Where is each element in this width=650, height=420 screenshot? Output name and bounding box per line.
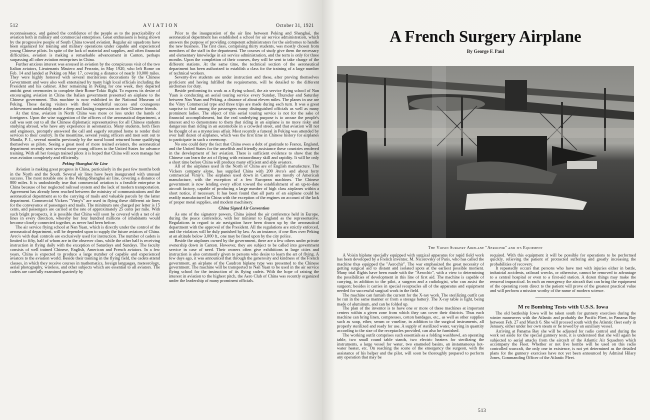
left-column-1 [10,31,160,274]
paragraph: Arriving at Panama Bay she will be adjusted for radio control and during the work set aside for the special gunnery tests, it is understood that she will again be subjected to aerial attacks from the aircraft of the Atlantic Air Squadron which accompany the Fleet. Whether or not live bombs will be used on this radio controlled warcraft, the only one in existence, is not yet determined as the detailed plans for the gunnery exercises have not yet been announced by Admiral Hilary Jones, Commanding Officer of the Atlantic Fleet. [490,328,636,360]
paragraph: As one of the signatory powers, China joined the air conference held in Europe, during the peace conference, with her minister to England as the representative. Regulations in regard to air navigation have been drawn up by the aeronautical department with the approval of the President. All the regulations are strictly enforced, and the violators will be duly punished by law. As an instance, if one flies over Peking at an altitude below 3,000 ft., one may be fined upon by the city police. [169,211,319,239]
paragraph: The working outfit comprises such essentials as a folding washbowl, an operating table, two small round table stands, two electric heaters for sterilizing the instruments, a large vessel for water, two enameled basins, an instantaneous hot-water heater, etc. On reaching the scene of the emergency the surgeon, with the assistance of his helper and the pilot, will soon be thoroughly prepared to perform any operation that may be [337,332,484,360]
issue-date: October 31, 1921 [275,24,314,29]
running-head: AVIATION [142,24,180,29]
paragraph: Prior to the inauguration of the air line between Peking and Shanghai, the aeronautical department has established a school for air service administration, which answers the purpose of providing competent administrators for the airdromes to handle the new business. The first class, comprising thirty students, was mostly chosen from members of the staff in the department. The courses of study give them the necessary and elementary knowledge in air service administration, and the term is only for three months. Upon the completion of their courses, they will be sent to take charge of the different stations. At the same time, the technical section of the aeronautical department has been authorized to establish a class for the training of a large number of technical workers. [169,30,319,76]
paragraph: The air service flying school at Nan Yuan, which is directly under the control of the aeronautical department, will be depended upon to supply the future aviators of China. Avro's with dual controls are exclusively used for instruction. The number of cadets is limited to fifty, half of whom are in the observer class, while the other half is receiving instruction in flying daily with the exception of Saturdays and Sundays. The faculty consists of well trained Chinese, English, American and French aviators. In a few years, China is expected to produce a large number of capable and experienced aviators to the aviation world. Beside their training in the flying field, the cadets attend classes, in which they receive courses in mathematics, foreign languages, meteorology, aerial photography, wireless, and other subjects which are essential to all aviators. The cadets are carefully examined quarterly by [10,224,160,275]
paragraph: Seventy-five students are under instruction and these, after proving themselves proficient and having fulfilled the requirements, will be detailed to the different airdromes for duty. [169,75,319,89]
paragraph: Beside performing its work as a flying school, the air service flying school of Nan Yuan is conducting an aerial touring service every Sunday, Thursday and Saturday between Nan Yuan and Peking, a distance of about eleven miles. The planes in use are the Vimy Commercial type and three trips are made during each turn. It was a great surprise to find among the passengers many distinguished officials as well as many prominent ladies. The object of this aerial touring service is not for the sake of financial accomplishment, but the real underlying purpose is to arouse the people's interest and to demonstrate to them that riding in an airplane is no more risky and dangerous than riding in an automobile in a crowded street, and that aviation will not be thought of as a mysterious affair. Most recently a funeral in Peking was attended by over half dozen of airplanes, which was the first time in Chinese history for airplanes to participate in such a ceremony. [169,88,319,143]
surgery-airplane-image [337,66,634,238]
paragraph: Further anxious interest was aroused in aviation by the conspicuous visit of the two Italian aviators, Lieutenants Masiero and Ferrarin, in May 1920, who left Rome on Feb. 14 and landed at Peking on May 17, covering a distance of nearly 10,000 miles. They were highly honored with several meritorious decorations by the Chinese Government and were also well entertained by many high local officials including the President and his cabinet. After remaining in Peking for one week, they departed amidst great ceremonies to complete their Rome-Tokio flight. To express its desire of encouraging aviation in China the Italian government presented an airplane to the Chinese government. This machine is now exhibited in the National Museum of Peking. These daring visitors with their wonderful success and courageous achievement undeniably made a deep and lasting impression on their Chinese friends. [10,61,160,111]
paragraph: The plan of the inventor is to have one or more of these machines at important centers within a given zone from which they can cover their districts. Thus each machine can bring linen, compresses, cotton bandages, etc., as well as other supplies such as soap, ether, serum or vaseline, in addition to the surgical instruments, all properly sterilized and ready for use. A supply of sterilized water, varying in quantity according to the size of the receptacles provided, can also be furnished. [337,306,484,333]
right-column-1 [337,253,484,360]
article-title: A French Surgery Airplane [389,27,582,46]
section-heading: M re Bombing Tests with U.S.S. Iowa [517,303,609,311]
paragraph: reconnaissance, and gained the confidence of the people as to the practicability of aviation both in military and commercial enterprises. Great enthusiasm is being shown by the progressive people of South China toward aviation. Regular air squadrons have been organized for training and military operations under capable and experienced young Chinese pilots. In spite of the lack of material and supplies, and often financial difficulties, aviation is making a remarkable advancement in Canton, perhaps surpassing all other aviation enterprises in China. [10,30,160,63]
section-subhead: China Signed Air Convention [218,205,270,211]
paragraph: At that time, aviation in North China was more or less under the hands of foreigners. Upon the wise suggestion of the officers of the aeronautical department, a call was sent out to all the Chinese diplomatic representatives for all Chinese students studying abroad, who have any experience in aeronautics. Many students, both fliers and engineers, promptly answered the call and eagerly returned home to render their services to their country. In the meantime, several young officers and men sent out to Manila, P. I., several months previously by the naval board returned home qualifying themselves as pilots. Seeing a great need of more trained aviators, the aeronautical department recently sent several more young officers to the United States for advance training. With all her foreign trained pilots it is hoped that China will soon manage her own aviation completely and efficiently. [10,110,160,160]
page-number-left: 512 [10,24,19,29]
paragraph: It repeatedly occurs that persons who have met with injuries either in battle, industrial accidents, railroad wrecks, or otherwise, cannot be removed to advantage to a central hospital or even to a first-aid station. A dozen things may make the removal impractical. In each an emergency the aircraft that can bring the equipment of the operating room direct to the patient will prove of the greatest practical value and will perform a mission worthy of the name of modern science. [490,266,636,293]
paragraph: Beside the airplanes owned by the government, there are a few others under private ownership down in Canton. However, they are subject to be called into government service in case of need. Their owners often give exhibitions in large cities and instruction is also commonly given to persons who desire to learn the art of flying. A few days ago, it was announced that through the generosity and kindness of the French government, an airplane of the Caudron biplane type was presented to the Chinese government. The machine will be transported to Nan Yuan to be used in the air service flying school for the instruction of its flying cadets. With the hope of raising the interest in aviation to the highest pitch, the Aero Club of China was recently organized under the leadership of many prominent officials. [169,238,319,283]
paragraph: The old battleship Iowa will be taken south for gunnery exercises during the winter maneuvers with the Atlantic and probably the Pacific Fleet, in Panama Bay between Feb. 27 and March 6. She will proceed south with the Atlantic fleet early in January, either under her own steam or be towed by an auxiliary vessel. [490,310,636,329]
page-number-right: 513 [478,409,487,414]
left-page [0,0,322,420]
section-subhead: Peking-Shanghai Air Line [62,161,108,166]
paragraph: All of the airplanes used in the North of China are of English manufacture. The Vickers company alone, has supplied China with 200 Avro's and about forty commercial Vimy's. The airplanes used down in Canton are mostly of American manufacture, with the exception of a few European machines. The Chinese government is now lending every effort toward the establishment of an up-to-date aircraft factory, capable of producing a large number of high class airplanes within a short notice, if necessary. It has been found that all parts of an airplane could be readily manufactured in China with the exception of the engines on account of the lack of proper metal supplies, and modern machinery. [169,164,319,205]
paragraph: Aviation is making great progress in China, particularly in the past few months both in the North and the South. Several air lines have been inaugurated with unusual success. The most notable one is the Peking-Shanghai air line, covering a distance of 800 miles. It is undoubtedly true that commercial aviation is a feasible enterprise in China because of her neglected railroad system and the lack of modern transportation. Agreement has already been reached between the ministry of communications and the aeronautical department as to the carrying of mails and valuable parcels by the latter department. Commercial Vickers "Vimy's" are used in flying these different air lines for the conveyance of passengers and mails. The minimum rate charged per letter is 15 cents, and passengers are carried at the rate of approximately 25 cents per mile. With such bright prospects, it is possible that China will soon be covered with a net of air lines in every direction, whereby her four hundred millions of inhabitants would become closely connected together, as never had been before. [10,167,160,226]
byline: By George F. Paul [466,50,505,55]
left-column-2 [169,31,319,283]
right-column-2 [490,253,636,360]
paragraph: required. With this equipment it will be possible for operations to be performed quickly, relieving the patient of protracted suffering and greatly increasing the probabilities of recovery. [490,252,636,267]
paragraph: The machine can furnish the current for the X-ray work. The sterilizing outfit can be run in the same manner or from a storage battery. The X-ray table is light, being made of aluminum, and can be folded up. [337,292,484,307]
airplane-photo [337,66,634,238]
paragraph: No one could deny the fact that China owes a debt of gratitude to France, England, and the United States for the unselfish and friendly assistance these countries rendered in the development of her aviation. There is sufficient evidence to show that the Chinese can learn the art of flying with extraordinary skill and rapidity. It will be only a short time before China will produce many efficient and able aviators. [169,141,319,165]
paragraph: A Voisin biplane specially equipped with surgical apparatus for rapid field work has been developed by a French inventor, M. Nicorovsky of Paris, who has called the machine thus equipped the "Aerochir". The war emphasized the great necessity of getting surgical aid to distant and isolated spots at the earliest possible moment. Many trial flights have been made with the "Aerochir", with a view to determining the possibilities of development in this line of first aid. The machine is capable of carrying, in addition to the pilot, a surgeon and a radiologist, who can assist the surgeon; besides it carries in special receptacles all of the apparatus and equipment needed for successful surgical work in the field. [337,252,484,293]
photo-caption: The Voisin Surgery Airplane "Aerochir" and its Equipment [428,245,543,250]
